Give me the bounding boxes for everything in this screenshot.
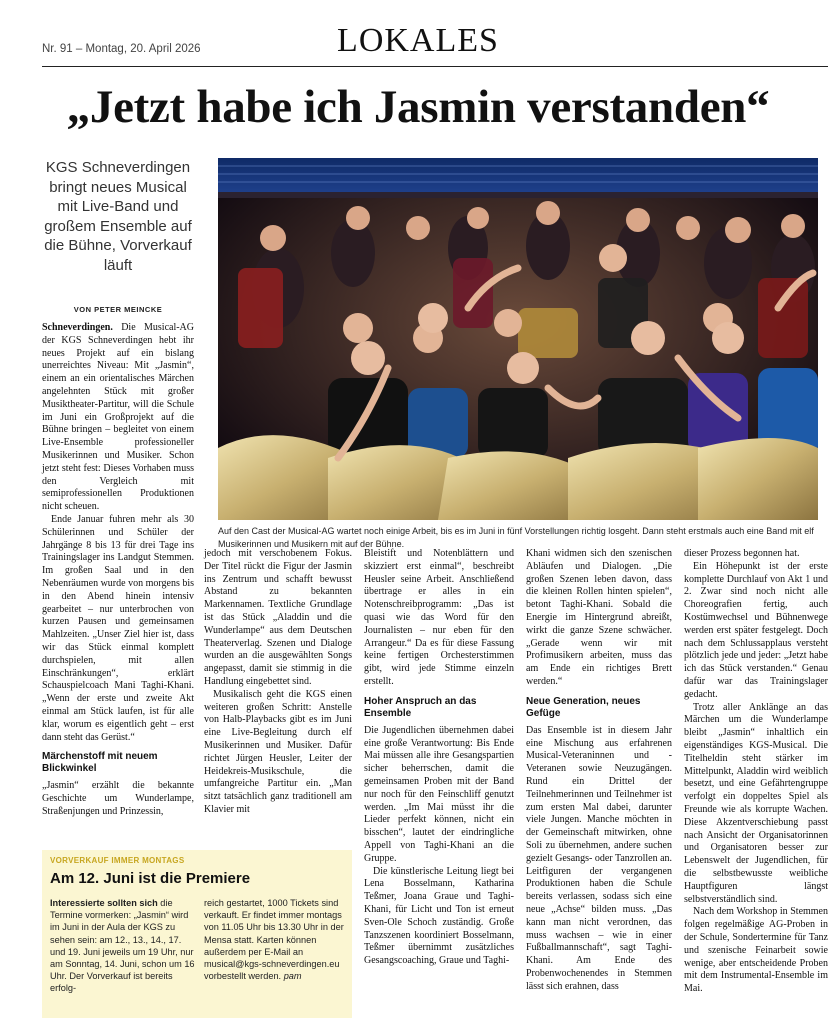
info-box-column-2: reich gestartet, 1000 Tickets sind verkauft. Er findet immer montags von 11.05 Uhr bis 13.30 Uhr in der Mensa statt. Karten können außerdem per E-Mail an musical@kgs-schneverdingen.eu vorbestellt werden. pam [204,898,344,982]
article-column-5 [684,548,828,996]
article-photo [218,158,818,520]
paragraph: Die künstlerische Leitung liegt bei Lena Bosselmann, Katharina Teßmer, Joana Graue und Taghi-Khani, für Licht und Ton ist erneut Sven-Ole Schoch zuständig. Große Tanzszenen koordiniert Bosselmann, Teßmer übernimmt zusätzliches Gesangscoaching, Graue und Taghi- [364,865,514,967]
paragraph: Trotz aller Anklänge an das Märchen um die Wunderlampe bleibt „Jasmin“ inhaltlich ein eigenständiges KGS-Musical. Die Titelheldin steht stärker im Mittelpunkt, Aladdin wird weiblich besetzt, und eine Gefährtengruppe verfolgt ein doppeltes Spiel als Freunde wie als korrupte Wachen. Diese Akzentverschiebung passt nach Ansicht der Organisatorinnen und Organisatoren besser zur Lebenswelt der Jugendlichen, für die selbstbewusste weibliche Hauptfiguren längst selbstverständlich sind. [684,701,828,905]
paragraph: Bleistift und Notenblättern und skizziert erst einmal“, beschreibt Heusler seine Arbeit. Anschließend übertrage er alles in ein Notenschreibprogramm: „Das ist quasi wie das Word für den Journalisten – nur eben für den Arrangeur.“ Da es für diese Fassung keine fertigen Orchesterstimmen gibt, wird jede Stimme einzeln erstellt. [364,548,514,687]
section-subheading: Neue Generation, neues Gefüge [526,695,641,719]
article-column-1 [42,322,194,819]
paragraph: Das Ensemble ist in diesem Jahr eine Mischung aus erfahrenen Musical-Veteraninnen und -Veteranen sowie Neuzugängen. Rund ein Drittel der Teilnehmerinnen und Teilnehmer ist zum ersten Mal dabei, darunter viele Jungen. Manche möchten in der Gemeinschaft mitwirken, ohne Soli zu übernehmen, andere suchen gezielt Gesangs- oder Tanzrollen an. Leitfiguren der vergangenen Produktionen haben die Schule bereits verlassen, sodass sich eine neue „Achse“ bilden muss. „Das kann man nicht verordnen, das muss wachsen – wie in einer Fußballmannschaft“, sagt Taghi-Khani. Am Ende des Probenwochenendes in Stemmen lässt sich erahnen, dass [526,724,673,992]
paragraph: Nach dem Workshop in Stemmen folgen regelmäßige AG-Proben in der Schule, Sondertermine für Tanz und szenische Feinarbeit sowie wenige, aber entscheidende Proben mit dem Instrumental-Ensemble im Mai. [684,906,828,995]
article-column-2 [204,548,352,817]
paragraph: Ein Höhepunkt ist der erste komplette Durchlauf von Akt 1 und 2. Zwar sind noch nicht alle Choreografien fertig, auch Kostümwechsel und Bühnenwege werden erst später festgelegt. Doch nach dem Schlussapplaus versteht plötzlich jede und jeder: „Jetzt habe ich das Stück verstanden.“ Genau dafür war das Trainingslager gedacht. [684,560,828,700]
info-box-author: pam [283,971,302,982]
header-divider [42,66,828,67]
article-subheadline: KGS Schneverdingen bringt neues Musical mit Live-Band und großem Ensemble auf die Bühne, Vorverkauf läuft [44,159,192,274]
section-title: LOKALES [337,22,499,59]
paragraph: Musikalisch geht die KGS einen weiteren großen Schritt: Anstelle von Halb-Playbacks gibt es im Juni eine Live-Begleitung durch elf Musikerinnen und Musiker. Dafür richtet Jürgen Heusler, Leiter der Heidekreis-Musikschule, die umfangreiche Partitur ein. „Man sitzt tatsächlich ganz traditionell am Klavier mit [204,688,352,815]
paragraph: jedoch mit verschobenem Fokus. Der Titel rückt die Figur der Jasmin ins Zentrum und schafft bewusst Abstand zu bekannten Markennamen. Textliche Grundlage ist das Stück „Aladdin und die Wunderlampe“ aus dem Deutschen Theaterverlag. Szenen und Dialoge wurden an die ausgewählten Songs angepasst, damit sie stimmig in die Handlung eingebettet sind. [204,548,352,687]
article-byline: VON PETER MEINCKE [73,305,163,314]
paragraph: Schneverdingen. Die Musical-AG der KGS Schneverdingen hebt ihr neues Projekt auf ein bislang unerreichtes Niveau: Mit „Jasmin“, einem an ein orientalisches Märchen angelehnten Stück mit großer Musiktheater-Partitur, will die Schule im Juni ein Großprojekt auf die Bühne bringen – begleitet von einem Live-Ensemble professioneller Musikerinnen und Musiker. Schon jetzt steht fest: Dieses Vorhaben muss den Vergleich mit semiprofessionellen Produktionen nicht scheuen. [42,322,194,513]
article-headline: „Jetzt habe ich Jasmin verstanden“ [66,81,770,133]
stage-photo-illustration [218,158,818,520]
paragraph: Die Jugendlichen übernehmen dabei eine große Verantwortung: Bis Ende Mai müssen alle ihre Gesangspartien sicher beherrschen, damit die gemeinsamen Proben mit der Band nur noch für den Feinschliff genutzt werden. „Im Mai müsst ihr die Lieder perfekt können, nicht ein bisschen“, lautet der eindringliche Appell von Taghi-Khani an die Gruppe. [364,724,514,864]
info-box-kicker: VORVERKAUF IMMER MONTAGS [50,856,185,865]
photo-caption: Auf den Cast der Musical-AG wartet noch einige Arbeit, bis es im Juni in fünf Vorstellungen richtig losgeht. Dann steht erstmals auch eine Band mit elf Musikerinnen und Musikern mit auf der Bühne. [218,526,814,549]
dateline: Schneverdingen. [42,322,113,333]
premiere-info-box [42,850,352,1018]
issue-date: Nr. 91 – Montag, 20. April 2026 [42,43,201,55]
section-subheading: Hoher Anspruch an das Ensemble [364,695,477,719]
paragraph: Ende Januar fuhren mehr als 30 Schülerinnen und Schüler der Jahrgänge 8 bis 13 für drei Tage ins Trainingslager ins Landgut Stemmen. Im großen Saal und in den Nebenräumen wurde von morgens bis in den Abend hinein intensiv gearbeitet – nur unterbrochen von kurzen Pausen und gemeinsamen Mahlzeiten. „Unser Ziel hier ist, dass wir das Stück einmal komplett durchspielen, mit allen Einschränkungen“, erklärt Schauspielcoach Mani Taghi-Khani. „Wenn der erste und zweite Akt einmal am Stück laufen, ist für alle klar, worum es eigentlich geht – erst dann steht das Gerüst.“ [42,513,195,743]
section-subheading: Märchenstoff mit neuem Blickwinkel [42,751,158,775]
paragraph: Khani widmen sich den szenischen Abläufen und Dialogen. „Die großen Szenen leben davon, dass die kleinen Rollen hinten spielen“, betont Taghi-Khani. Sobald die Energie im Hintergrund abreißt, wirkt die ganze Szene schwächer. „Gerade wenn wir mit Profimusikern arbeiten, muss das am Ende ein richtiges Brett werden.“ [526,548,672,687]
article-column-3 [364,548,514,968]
info-box-title: Am 12. Juni ist die Premiere [50,870,251,887]
paragraph: „Jasmin“ erzählt die bekannte Geschichte um Wunderlampe, Straßenjungen und Prinzessin, [42,780,194,817]
article-column-4 [526,548,672,994]
info-box-column-1: Interessierte sollten sich die Termine vormerken: „Jasmin“ wird im Juni in der Aula der KGS zu sehen sein: am 12., 13., 14., 17. und 19. Juni jeweils um 19 Uhr, nur am Sonntag, 14. Juni, schon um 16 Uhr. Der Vorverkauf ist bereits erfolg- [50,898,195,994]
info-box-lead: Interessierte sollten sich [50,898,158,908]
paragraph: dieser Prozess begonnen hat. [684,548,800,559]
